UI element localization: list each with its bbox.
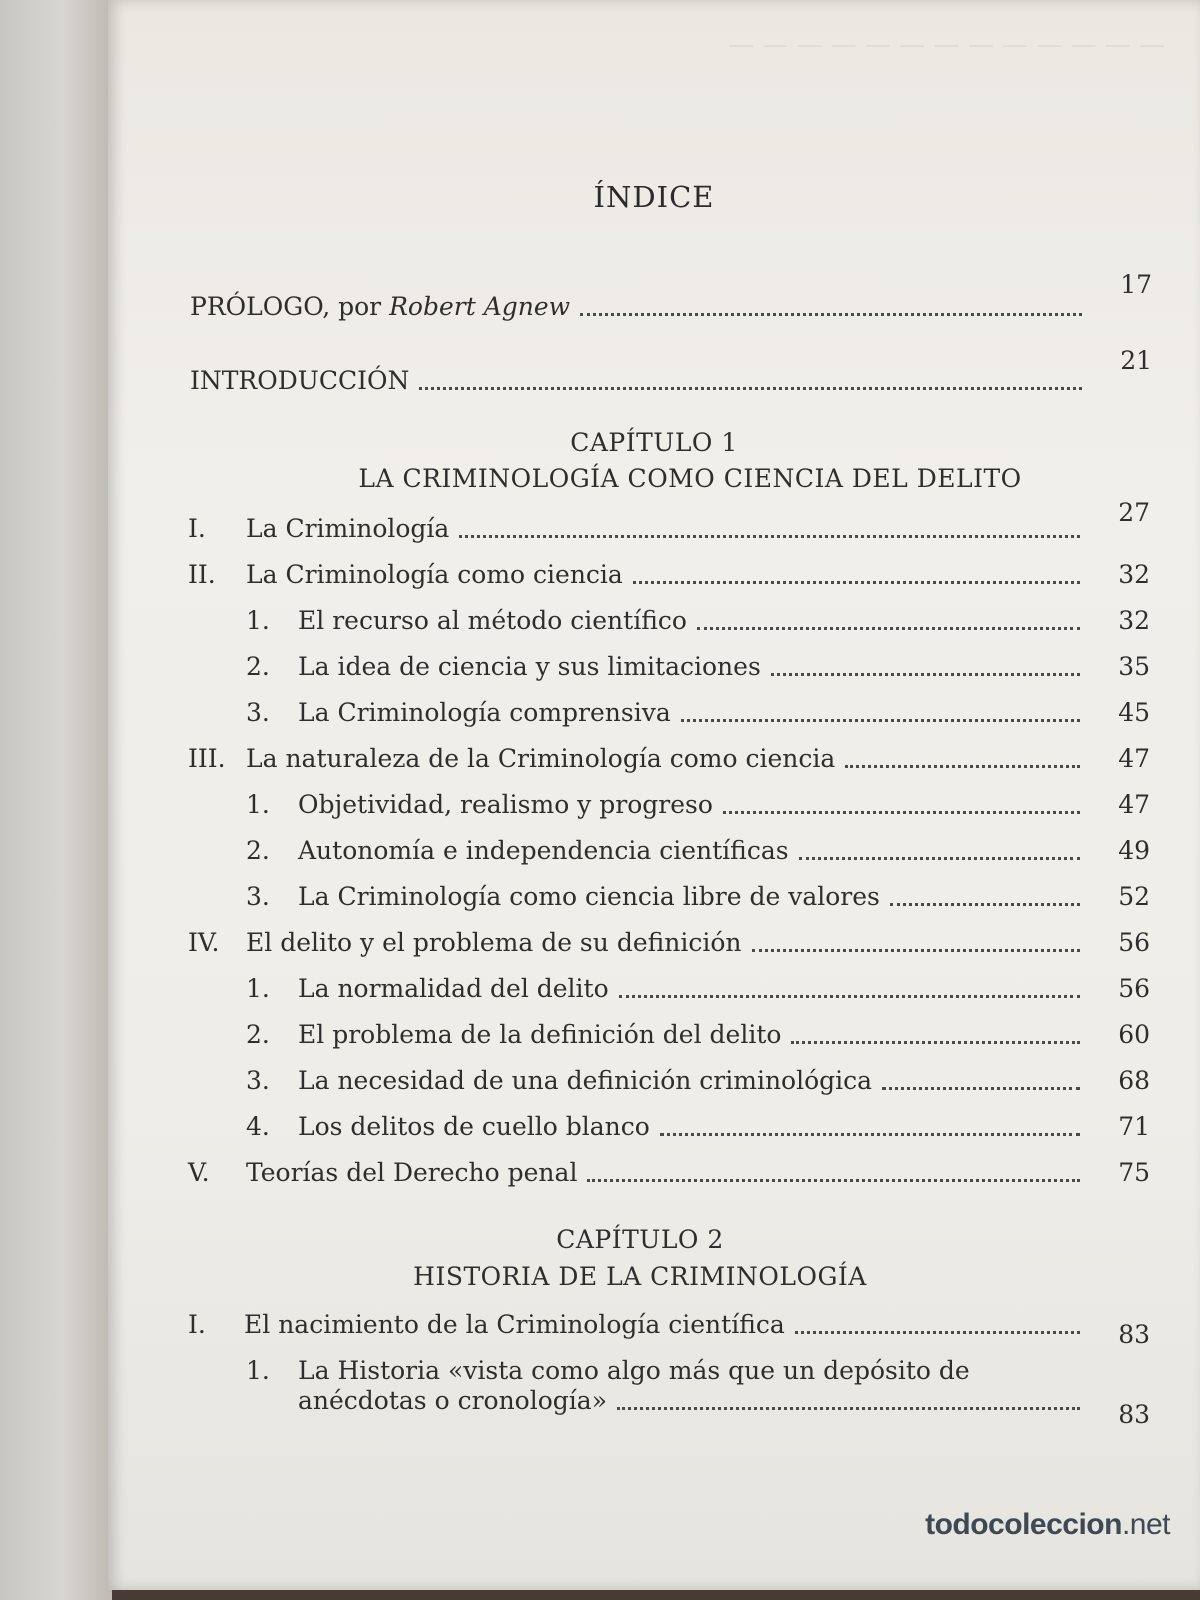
entry-page: 56: [1118, 974, 1150, 1003]
toc-entry-introduccion: [190, 346, 1152, 396]
leader-dots: [619, 991, 1080, 998]
toc-entry: [188, 498, 1150, 544]
toc-entry: [246, 1356, 1150, 1386]
entry-number: 1.: [246, 790, 270, 819]
leader-dots: [697, 623, 1080, 630]
entry-page: 35: [1118, 652, 1150, 681]
chapter-1-number: CAPÍTULO 1: [570, 428, 738, 457]
entry-number: II.: [188, 560, 216, 589]
leader-dots: [845, 761, 1080, 768]
entry-label: Los delitos de cuello blanco: [298, 1112, 650, 1141]
entry-page: 56: [1118, 928, 1150, 957]
entry-label: La Criminología: [246, 514, 450, 543]
entry-page: 83: [1118, 1400, 1150, 1429]
leader-dots: [419, 383, 1082, 390]
entry-page: 47: [1118, 744, 1150, 773]
entry-label: La Criminología como ciencia: [246, 560, 623, 589]
entry-label: La Criminología comprensiva: [298, 698, 671, 727]
entry-page: 68: [1118, 1066, 1150, 1095]
entry-label: El delito y el problema de su definición: [246, 928, 742, 957]
entry-label: La Criminología como ciencia libre de valores: [298, 882, 880, 911]
watermark-logo: [925, 1508, 1170, 1542]
entry-page: 27: [1118, 498, 1150, 527]
entry-page: 49: [1118, 836, 1150, 865]
leader-dots: [587, 1175, 1080, 1182]
entry-page: 75: [1118, 1158, 1150, 1187]
entry-number: V.: [188, 1158, 210, 1187]
toc-entry: [246, 1066, 1150, 1096]
chapter-2-title: HISTORIA DE LA CRIMINOLOGÍA: [413, 1262, 867, 1291]
entry-number: 1.: [246, 1356, 270, 1385]
entry-page: 71: [1118, 1112, 1150, 1141]
entry-number: 3.: [246, 698, 270, 727]
watermark-brand: todocoleccion: [925, 1508, 1122, 1541]
entry-label: La normalidad del delito: [298, 974, 609, 1003]
entry-label: La idea de ciencia y sus limitaciones: [298, 652, 761, 681]
toc-entry: [246, 606, 1150, 636]
toc-entry: [188, 560, 1150, 590]
leader-dots: [681, 715, 1080, 722]
entry-number: 4.: [246, 1112, 270, 1141]
leader-dots: [580, 309, 1082, 316]
entry-label: INTRODUCCIÓN: [190, 366, 410, 395]
chapter-1-title: LA CRIMINOLOGÍA COMO CIENCIA DEL DELITO: [358, 464, 1022, 493]
entry-label: La Historia «vista como algo más que un depósito de: [298, 1356, 970, 1385]
entry-label: La naturaleza de la Criminología como ciencia: [246, 744, 836, 773]
entry-page: 83: [1118, 1320, 1150, 1349]
toc-entry: [188, 1310, 1150, 1349]
entry-number: 3.: [246, 1066, 270, 1095]
facing-page-edge: [0, 0, 112, 1600]
leader-dots: [791, 1037, 1080, 1044]
entry-label: El nacimiento de la Criminología científica: [244, 1310, 785, 1339]
toc-entry: [246, 836, 1150, 866]
leader-dots: [795, 1327, 1080, 1334]
entry-page: 47: [1118, 790, 1150, 819]
toc-entry: [246, 1112, 1150, 1142]
toc-entry: [246, 974, 1150, 1004]
entry-page: 52: [1118, 882, 1150, 911]
leader-dots: [660, 1129, 1080, 1136]
toc-entry: [188, 1158, 1150, 1188]
entry-page: 17: [1120, 270, 1152, 299]
entry-number: 2.: [246, 652, 270, 681]
chapter-2-number: CAPÍTULO 2: [556, 1225, 724, 1254]
entry-label: La necesidad de una definición criminológica: [298, 1066, 873, 1095]
toc-entry: [188, 928, 1150, 958]
toc-entry: [246, 1020, 1150, 1050]
entry-page: 32: [1118, 606, 1150, 635]
leader-dots: [771, 669, 1080, 676]
toc-entry: [188, 744, 1150, 774]
entry-label: Autonomía e independencia científicas: [298, 836, 789, 865]
toc-entry-prologo: [190, 270, 1152, 322]
leader-dots: [882, 1083, 1080, 1090]
entry-number: 3.: [246, 882, 270, 911]
toc-entry: [246, 652, 1150, 682]
entry-page: 21: [1120, 346, 1152, 375]
entry-number: III.: [188, 744, 226, 773]
leader-dots: [633, 577, 1080, 584]
page-title: ÍNDICE: [593, 180, 715, 214]
entry-number: 2.: [246, 1020, 270, 1049]
entry-number: 1.: [246, 974, 270, 1003]
entry-number: 1.: [246, 606, 270, 635]
toc-entry-continuation: [298, 1386, 1150, 1429]
entry-number: I.: [188, 514, 206, 543]
entry-label: Objetividad, realismo y progreso: [298, 790, 713, 819]
entry-page: 32: [1118, 560, 1150, 589]
toc-entry: [246, 882, 1150, 912]
leader-dots: [723, 807, 1080, 814]
entry-label: El problema de la definición del delito: [298, 1020, 782, 1049]
leader-dots: [617, 1403, 1080, 1410]
leader-dots: [799, 853, 1080, 860]
bleed-through-texture: — — — — — — — — — — — — —: [728, 30, 1166, 60]
book-page: [108, 0, 1200, 1590]
toc-entry: [246, 698, 1150, 728]
entry-label: El recurso al método científico: [298, 606, 687, 635]
watermark-tld: .net: [1121, 1508, 1170, 1541]
leader-dots: [752, 945, 1080, 952]
entry-number: IV.: [188, 928, 220, 957]
entry-number: I.: [188, 1310, 206, 1339]
entry-label: anécdotas o cronología»: [298, 1386, 607, 1415]
entry-label: Teorías del Derecho penal: [246, 1158, 578, 1187]
entry-author: Robert Agnew: [389, 292, 571, 321]
entry-page: 60: [1118, 1020, 1150, 1049]
entry-page: 45: [1118, 698, 1150, 727]
leader-dots: [890, 899, 1080, 906]
entry-number: 2.: [246, 836, 270, 865]
leader-dots: [459, 531, 1080, 538]
toc-entry: [246, 790, 1150, 820]
entry-label: PRÓLOGO, por: [190, 292, 390, 321]
